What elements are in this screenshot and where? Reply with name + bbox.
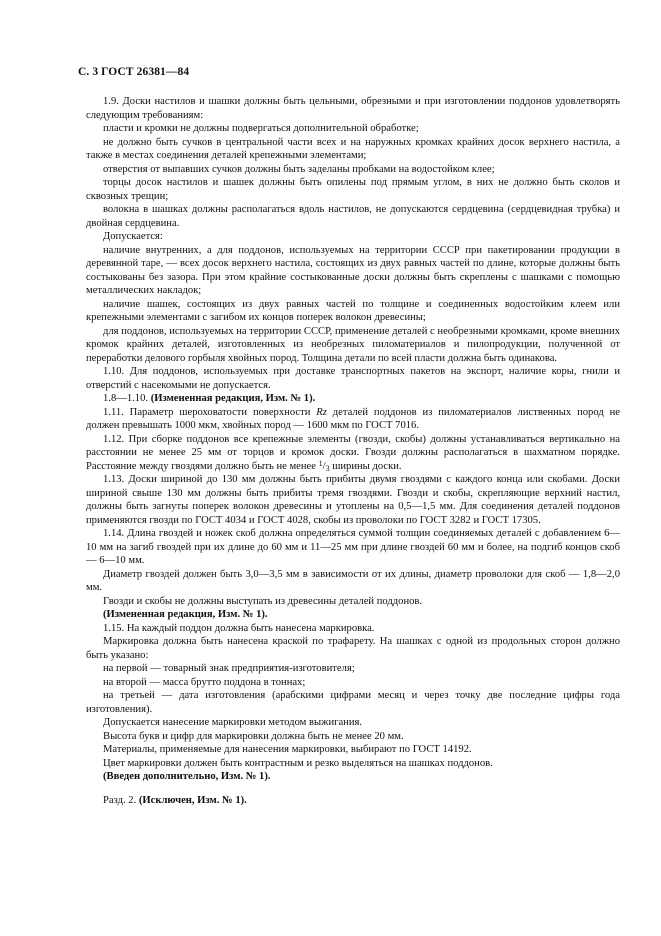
marking-height: Высота букв и цифр для маркировки должна быть не менее 20 мм.	[103, 730, 404, 742]
amendment-text: (Измененная редакция, Изм. № 1).	[150, 393, 316, 404]
clause-1-10: 1.10. Для поддонов, используемых при доставке транспортных пакетов на экспорт, наличие коры, гнили и отверстий с насекомыми не допускается.	[86, 366, 620, 391]
clause-1-12-a: 1.12. При сборке поддонов все крепежные элементы (гвозди, скобы) должны устанавливаться вертикально на расстоянии не менее 25 мм от торцов и кромок доски. Гвозди должны располагаться в шахматном порядке. Расстояние между гвоздями должно быть не менее	[86, 433, 620, 472]
amendment-note-2: (Измененная редакция, Изм. № 1).	[103, 609, 268, 620]
marking-color: Цвет маркировки должен быть контрастным и резко выделяться на шашках поддонов.	[103, 757, 493, 769]
clause-1-12-b: ширины доски.	[332, 460, 402, 472]
marking-third: на третьей — дата изготовления (арабскими цифрами месяц и через точку две последние цифры года изготовления).	[86, 690, 620, 715]
marking-second: на второй — масса брутто поддона в тоннах;	[103, 676, 306, 688]
marking-burning: Допускается нанесение маркировки методом выжигания.	[103, 717, 363, 728]
fraction-numerator: 1	[318, 458, 323, 468]
amendment-ref: 1.8—1.10.	[103, 393, 149, 404]
requirement-faces: пласти и кромки не должны подвергаться дополнительной обработке;	[103, 123, 419, 134]
clause-1-13: 1.13. Доски шириной до 130 мм должны быть прибиты двумя гвоздями с каждого конца или скобами. Доски шириной свыше 130 мм должны быть прибиты тремя гвоздями. Гвозди и скобы, скрепляющие верхний настил, должны быть загнуты поперек волокон древесины и утоплены на 0,5—1,5 мм. Для соединения деталей поддонов применяются гвозди по ГОСТ 4034 и ГОСТ 4028, скобы из проволоки по ГОСТ 3282 и ГОСТ 17305.	[86, 474, 620, 526]
marking-materials: Материалы, применяемые для нанесения маркировки, выбирают по ГОСТ 14192.	[103, 744, 472, 755]
allowed-unedged: для поддонов, используемых на территории СССР, применение деталей с необрезными кромками, кроме внешних кромок крайних деталей, изготовленных из необрезных пиломатериалов и пилопродукции, полученной от переработки делового горбыля хвойных пород. Толщина детали по всей пласти должна быть одинакова.	[86, 325, 620, 364]
clause-1-9: 1.9. Доски настилов и шашки должны быть цельными, обрезными и при изготовлении поддонов удовлетворять следующим требованиям:	[86, 96, 620, 121]
requirement-ends: торцы досок настилов и шашек должны быть опилены под прямым углом, в них не должно быть сколов и сквозных трещин;	[86, 177, 620, 202]
fraction-slash: /	[322, 460, 326, 472]
amendment-note-3: (Введен дополнительно, Изм. № 1).	[103, 771, 271, 782]
clause-1-11	[86, 406, 620, 433]
page-header: С. 3 ГОСТ 26381—84	[78, 66, 190, 78]
clause-1-14: 1.14. Длина гвоздей и ножек скоб должна определяться суммой толщин соединяемых деталей с добавлением 6—10 мм на загиб гвоздей при их длине до 60 мм и 11—25 мм при длине гвоздей 60 мм и более, на подгиб концов скоб — 6—10 мм.	[86, 528, 620, 566]
requirement-knot-holes: отверстия от выпавших сучков должны быть заделаны пробками на водостойком клее;	[103, 163, 495, 175]
marking-first: на первой — товарный знак предприятия-изготовителя;	[103, 663, 355, 674]
nail-diameter: Диаметр гвоздей должен быть 3,0—3,5 мм в зависимости от их длины, диаметр проволоки для скоб — 1,8—2,0 мм.	[86, 568, 620, 593]
nail-protrusion: Гвозди и скобы не должны выступать из древесины деталей поддонов.	[103, 595, 423, 607]
fraction-denominator: 3	[325, 463, 330, 473]
section-2-ref: Разд. 2.	[103, 794, 137, 806]
requirement-fibers: волокна в шашках должны располагаться вдоль настилов, не допускаются сердцевина (сердцевидная трубка) и двойная сердцевина.	[86, 204, 620, 229]
rz-symbol: Rz	[316, 406, 327, 418]
allowed-blocks: наличие шашек, состоящих из двух равных частей по толщине и соединенных водостойким клеем или крепежными элементами с загибом их концов поперек волокон древесины;	[86, 298, 620, 323]
section-2-excluded: (Исключен, Изм. № 1).	[138, 794, 247, 806]
allowed-boards: наличие внутренних, а для поддонов, используемых на территории СССР при пакетировании продукции в деревянной таре, — всех досок верхнего настила, состоящих из двух равных частей по длине, которые должны быть состыкованы без зазора. При этом крайние состыкованные доски должны быть скреплены с шашками с помощью металлических накладок;	[86, 244, 620, 296]
marking-method: Маркировка должна быть нанесена краской по трафарету. На шашках с одной из продольных сторон должно быть указано:	[86, 636, 620, 661]
clause-1-11-b: деталей поддонов из пиломатериалов лиственных пород не должен превышать 1000 мкм, хвойных пород — 1600 мкм по ГОСТ 7016.	[86, 406, 620, 431]
clause-1-11-a: 1.11. Параметр шероховатости поверхности	[103, 406, 311, 418]
clause-1-12	[86, 433, 620, 474]
amendment-note-1	[86, 392, 620, 406]
allowed-heading: Допускается:	[103, 231, 163, 242]
document-body	[86, 95, 620, 807]
section-2-note	[86, 794, 620, 808]
requirement-knots: не должно быть сучков в центральной части всех и на наружных кромках крайних досок верхнего настила, а также в местах соединения деталей крепежными элементами;	[86, 136, 620, 161]
clause-1-15: 1.15. На каждый поддон должна быть нанесена маркировка.	[103, 622, 375, 634]
